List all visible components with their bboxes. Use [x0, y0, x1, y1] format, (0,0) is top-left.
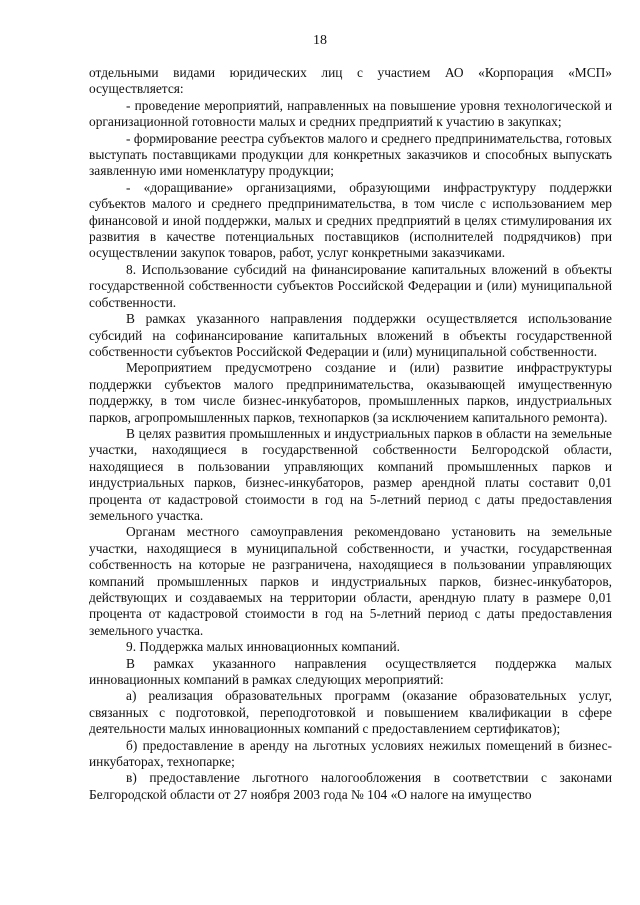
- paragraph-innovation-support: В рамках указанного направления осуществляется поддержка малых инновационных компаний в рамках следующих мероприятий:: [89, 655, 612, 688]
- list-item-growing-enterprises: - «доращивание» организациями, образующими инфраструктуру поддержки субъектов малого и среднего предпринимательства, в том числе с использованием мер финансовой и иной поддержки, малых и средних предприятий в целях стимулирования их развития в качестве потенциальных поставщиков (исполнителей подрядчиков) при осуществлении закупок товаров, работ, услуг конкретными заказчиками.: [89, 179, 612, 261]
- paragraph-infrastructure: Мероприятием предусмотрено создание и (или) развитие инфраструктуры поддержки субъектов малого предпринимательства, оказывающей имущественную поддержку, в том числе бизнес-инкубаторов, промышленных парков, индустриальных парков, агропромышленных парков, технопарков (за исключением капитального ремонта).: [89, 360, 612, 425]
- section-heading-9: 9. Поддержка малых инновационных компаний.: [126, 639, 401, 655]
- list-item-b-rent: б) предоставление в аренду на льготных условиях нежилых помещений в бизнес-инкубаторах, технопарке;: [89, 737, 612, 770]
- list-item-a-education: а) реализация образовательных программ (оказание образовательных услуг, связанных с подготовкой, переподготовкой и повышением квалификации в сфере деятельности малых инновационных компаний с предоставлением сертификатов);: [89, 688, 612, 737]
- paragraph-subsidies: В рамках указанного направления поддержки осуществляется использование субсидий на софинансирование капитальных вложений в объекты государственной собственности субъектов Российской Федерации и (или) муниципальной собственности.: [89, 311, 612, 359]
- list-item-procurement-readiness: - проведение мероприятий, направленных на повышение уровня технологической и организационной готовности малых и средних предприятий к участию в закупках;: [89, 97, 612, 130]
- paragraph-continuation: отдельными видами юридических лиц с участием АО «Корпорация «МСП» осуществляется:: [89, 65, 612, 97]
- list-item-supplier-registry: - формирование реестра субъектов малого и среднего предпринимательства, готовых выступать поставщиками продукции для конкретных заказчиков и способных выпускать заявленную ими номенклатуру продукции;: [89, 130, 612, 179]
- document-body: [89, 65, 612, 803]
- paragraph-industrial-parks: В целях развития промышленных и индустриальных парков в области на земельные участки, находящиеся в государственной собственности Белгородской области, находящиеся в пользовании управляющих компаний промышленных парков и индустриальных парков, бизнес-инкубаторов, размер арендной платы составит 0,01 процента от кадастровой стоимости в год на 5-летний период с даты предоставления земельного участка.: [89, 425, 612, 523]
- section-heading-8: 8. Использование субсидий на финансирование капитальных вложений в объекты государственной собственности субъектов Российской Федерации и (или) муниципальной собственности.: [89, 261, 612, 310]
- page-number: 18: [313, 33, 327, 48]
- paragraph-local-government: Органам местного самоуправления рекомендовано установить на земельные участки, находящиеся в муниципальной собственности, и участки, государственная собственность на которые не разграничена, находящиеся в пользовании управляющих компаний промышленных парков и индустриальных парков, бизнес-инкубаторов, действующих и создаваемых на территории области, арендную плату в размере 0,01 процента от кадастровой стоимости в год на 5-летний период с даты предоставления земельного участка.: [89, 524, 612, 638]
- list-item-v-taxation: в) предоставление льготного налогообложения в соответствии с законами Белгородской области от 27 ноября 2003 года № 104 «О налоге на имущество: [89, 770, 612, 802]
